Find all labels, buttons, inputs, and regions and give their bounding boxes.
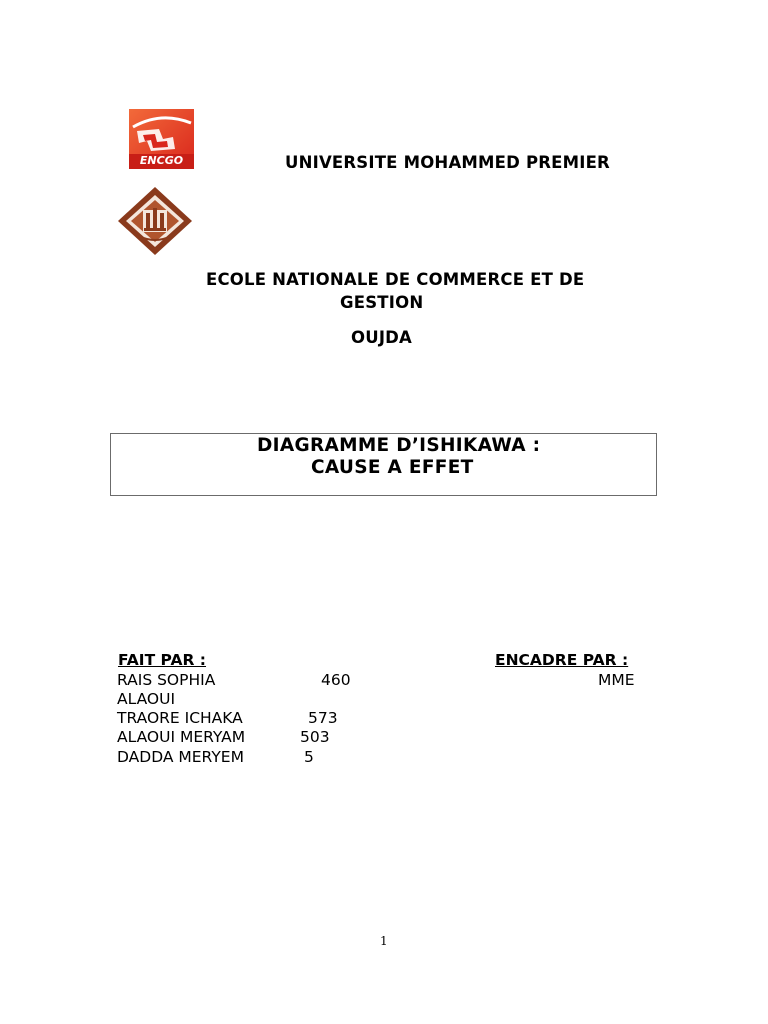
student-number: 5 — [304, 748, 314, 766]
city-name: OUJDA — [351, 328, 413, 347]
document-title-line1: DIAGRAMME D’ISHIKAWA : — [257, 435, 541, 456]
student-name: ALAOUI MERYAM — [117, 728, 246, 746]
student-name: TRAORE ICHAKA — [117, 709, 243, 727]
supervisor-name-line1: MME — [598, 671, 635, 689]
document-title-line2: CAUSE A EFFET — [311, 457, 474, 478]
student-number: 460 — [321, 671, 351, 689]
supervisor-name-line2: ALAOUI — [117, 690, 176, 708]
encg-logo — [129, 109, 194, 169]
student-name: DADDA MERYEM — [117, 748, 244, 766]
university-logo-graphic — [117, 186, 193, 256]
encg-logo-text: ENCGO — [139, 154, 184, 167]
student-number: 573 — [308, 709, 338, 727]
university-name: UNIVERSITE MOHAMMED PREMIER — [285, 153, 610, 172]
university-logo — [117, 186, 193, 256]
authors-heading: FAIT PAR : — [118, 651, 207, 669]
student-number: 503 — [300, 728, 330, 746]
school-name-line2: GESTION — [340, 293, 424, 312]
student-name: RAIS SOPHIA — [117, 671, 216, 689]
supervisor-heading: ENCADRE PAR : — [495, 651, 629, 669]
school-name-line1: ECOLE NATIONALE DE COMMERCE ET DE — [206, 270, 585, 289]
page-number: 1 — [380, 934, 388, 948]
